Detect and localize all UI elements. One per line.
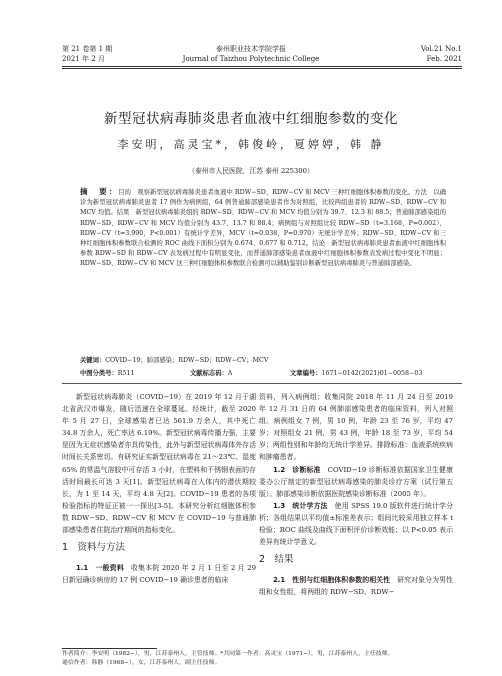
subsection-1-2-text: COVID−19 诊断标准依据国家卫生健康委办公厅制定的新型冠状病毒感染的肺炎诊疗方案（试行第五版）。肺部感染诊断依据医院感染诊断标准（2005 年）。 <box>259 465 453 498</box>
intro-paragraph: 新型冠状病毒肺炎（COVID−19）在 2019 年 12 月于湖北省武汉市爆发，随后迅速在全球蔓延。经统计，截至 2020 年 5 月 27 日，全球感染者已达 561.9 万余人，其中死亡 34.8 万余人，死亡率达 6.19%。新型冠状病毒传播力强，主要是因为无症状感染者亦具传染性，此外与新型冠状病毒体外存活时间长关系密切。有研究证实新型冠状病毒在 21～23℃、湿度 65% 的常温气溶胶中可存活 3 小时，在塑料和不锈钢表面的存活时间最长可达 3 天[1]。新型冠状病毒在人体内的潜伏期较长，为 1 至 14 天，平均 4.8 天[2]。COVID−19 患者的各项检验指标的特征正被一一探出[3-5]。本研究分析红细胞体积参数 RDW−SD、RDW−CV 和 MCV 在 COVID−19 与普通肺部感染患者住院治疗期间的指标变化。 <box>62 393 256 535</box>
clc-label: 中图分类号： <box>80 370 118 377</box>
subsection-2-1 <box>259 574 453 598</box>
abstract-rule <box>62 383 462 384</box>
abstract-text: 目的 观察新型冠状病毒肺炎患者血液中 RDW−SD、RDW−CV 和 MCV 三种红细胞体积参数的变化。方法 以确诊为新型冠状病毒肺炎患者 17 例作为病例组，64 例普通肺部感染患者作为对照组，比较两组患者的 RDW−SD、RDW−CV 和 MCV 均值。结果 新型冠状病毒肺炎组的 RDW−SD、RDW−CV 和 MCV 均值分别为 39.7、12.3 和 88.5；普通肺部感染组的 RDW−SD、RDW−CV 和 MCV 均值分别为 43.7、13.7 和 88.4；病例组与对照组比较 RDW−SD（t=3.168，P=0.002），RDW−CV（t=3.990，P<0.001）有统计学差异，MCV（t=0.038，P=0.970）无统计学差异；RDW−SD、RDW−CV 和三种红细胞体积参数联合检测的 ROC 曲线下面积分别为 0.674、0.677 和 0.712。结论 新型冠状病毒肺炎患者血液中红细胞体积参数 RDW−SD 和 RDW−CV 表发病过程中有明显变化，而普通肺部感染患者血液中红细胞体积参数表发病过程中变化不明显；RDW−SD、RDW−CV 和 MCV 这三种红细胞体积参数联合检测可以辅助鉴别诊断新型冠状病毒肺炎与普通肺部感染。 <box>80 189 447 268</box>
keywords <box>80 355 446 364</box>
corresponding-author: 通信作者：韩静（1968−），女，江苏泰州人，副主任技师。 <box>62 660 221 666</box>
footnote <box>62 650 462 668</box>
affiliation: （泰州市人民医院，江苏 泰州 225300） <box>188 167 314 175</box>
clc-code: R511 <box>117 370 135 377</box>
continued-paragraph: 资料，列入病例组；收集同院 2018 年 11 月 24 日至 2019 年 12 月 31 日的 64 例肺部感染患者的临床资料，列入对照组。病例组女 7 例，男 10 例，年龄 23 至 76 岁，平均 47 岁；对照组女 21 例，男 43 例，年龄 18 至 73 岁，平均 54 岁；两组性别和年龄均无统计学差异。排除标准：血液系统疾病和肿瘤患者。 <box>259 393 453 462</box>
author-bio: 作者简介：李安明（1982−），男，江苏泰州人，主管技师。*共同第一作者：高灵宝（1971−），男，江苏泰州人，主任技师。 <box>62 651 394 657</box>
header-rule-thin <box>62 68 462 69</box>
subsection-1-3-text: 使用 SPSS 19.0 版软件进行统计学分析；各组结果以平均值±标准差表示；组间比较采用独立样本 t 检验；ROC 曲线及曲线下面积评价诊断效能；以 P<0.05 表示差异有统计学意义。 <box>259 501 453 547</box>
subsection-1-1-text: 收集本院 2020 年 2 月 1 日至 2 月 29 日新冠确诊病房的 17 例 COVID−19 确诊患者的临床 <box>62 564 256 585</box>
subsection-2-1-text: 研究对象分为男性组和女性组，将两组的 RDW−SD、RDW− <box>259 576 453 597</box>
subsection-1-3 <box>259 500 453 548</box>
keywords-label: 关键词： <box>80 357 106 364</box>
journal-volume-en <box>421 44 462 64</box>
article-id-label: 文章编号： <box>290 370 322 377</box>
right-column <box>259 391 453 599</box>
abstract-label: 摘 要： <box>80 187 119 196</box>
subsection-1-2 <box>259 464 453 500</box>
footnote-rule <box>62 648 157 649</box>
article-id: 1671−0142(2021)01−0058−03 <box>321 370 423 377</box>
publication-date: 2021 年 2 月 <box>62 55 105 63</box>
volume-issue-en: Vol.21 No.1 <box>420 45 462 53</box>
abstract <box>80 187 446 270</box>
classification-line <box>80 368 446 377</box>
journal-name-cn: 泰州职业技术学院学报 <box>216 45 286 53</box>
subsection-1-3-label: 1.3 统计学方法 <box>273 501 328 510</box>
subsection-1-2-label: 1.2 诊断标准 <box>273 465 321 474</box>
paper-title: 新型冠状病毒肺炎患者血液中红细胞参数的变化 <box>104 111 398 127</box>
doc-code-label: 文献标志码： <box>190 370 228 377</box>
volume-issue: 第 21 卷第 1 期 <box>62 45 113 53</box>
publication-date-en: Feb. 2021 <box>426 55 462 63</box>
author-list: 李安明，高灵宝*，韩俊岭，夏婷婷，韩 静 <box>117 138 385 151</box>
keywords-text: COVID−19；肺部感染；RDW−SD；RDW−CV；MCV <box>105 357 269 364</box>
subsection-1-1 <box>62 562 256 586</box>
journal-name-en: Journal of Taizhou Polytechnic College <box>182 55 320 63</box>
section-heading-results: 2 结果 <box>259 554 294 566</box>
doc-code: A <box>227 370 233 377</box>
section-heading-methods: 1 资料与方法 <box>62 542 126 554</box>
subsection-1-1-label: 1.1 一般资料 <box>76 564 124 573</box>
header-rule <box>62 66 462 67</box>
left-column <box>62 391 256 586</box>
subsection-2-1-label: 2.1 性别与红细胞体积参数的相关性 <box>273 576 391 585</box>
